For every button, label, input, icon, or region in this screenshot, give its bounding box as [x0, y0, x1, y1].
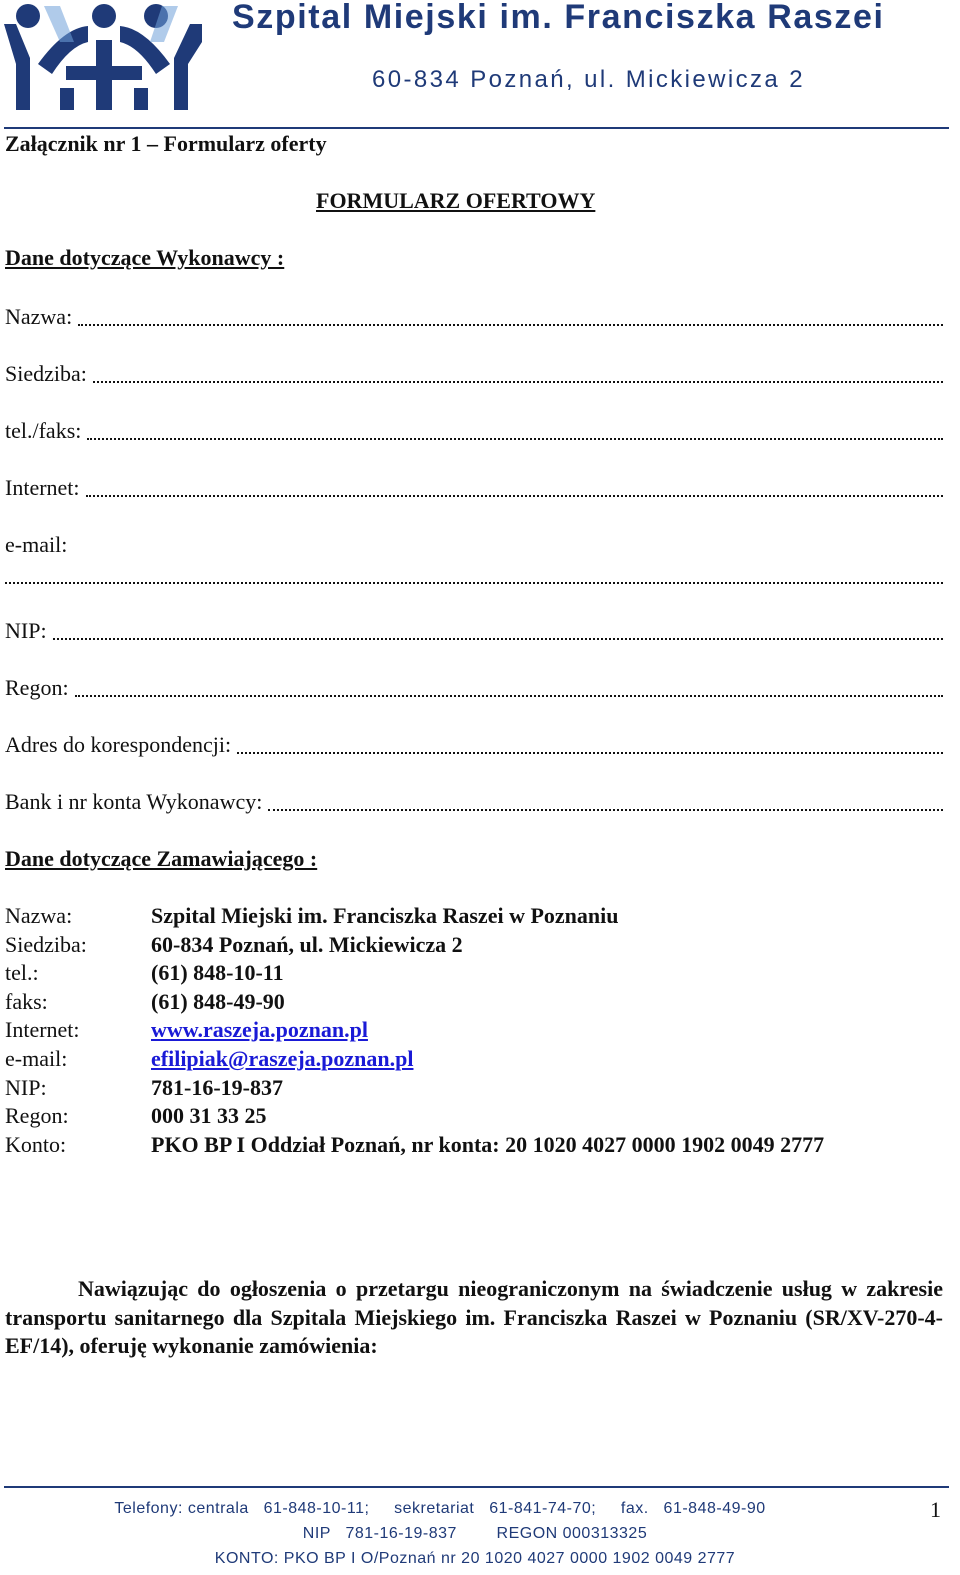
contractor-heading: Dane dotyczące Wykonawcy : — [5, 245, 285, 270]
footer-phones: Telefony: centrala 61-848-10-11; sekretariat 61-841-74-70; fax. 61-848-49-90 — [114, 1500, 766, 1517]
fill-in-dots — [268, 807, 943, 811]
field-label: Bank i nr konta Wykonawcy: — [5, 789, 263, 814]
buyer-label: Siedziba: — [5, 931, 87, 957]
field-label: e-mail: — [5, 532, 68, 557]
website-link[interactable]: www.raszeja.poznan.pl — [151, 1017, 368, 1043]
contractor-nip-field[interactable] — [5, 618, 943, 646]
footer-tax-ids: NIP 781-16-19-837 REGON 000313325 — [302, 1525, 648, 1542]
fill-in-dots — [93, 379, 943, 383]
fill-in-dots — [78, 322, 943, 326]
contractor-internet-field[interactable] — [5, 475, 943, 503]
field-label: Adres do korespondencji: — [5, 732, 232, 757]
buyer-value: 000 31 33 25 — [151, 1103, 267, 1129]
fill-in-dots — [86, 493, 943, 497]
contractor-correspondence-field[interactable] — [5, 732, 943, 760]
org-name: Szpital Miejski im. Franciszka Raszei — [232, 0, 885, 36]
buyer-heading: Dane dotyczące Zamawiającego : — [5, 846, 318, 871]
contractor-seat-field[interactable] — [5, 361, 943, 389]
contractor-phone-field[interactable] — [5, 418, 943, 446]
contractor-email-label — [5, 532, 943, 560]
buyer-value: (61) 848-49-90 — [151, 988, 285, 1014]
hospital-logo-icon — [4, 2, 202, 114]
buyer-value: PKO BP I Oddział Poznań, nr konta: 20 1020 4027 0000 1902 0049 2777 — [151, 1131, 825, 1157]
buyer-value: Szpital Miejski im. Franciszka Raszei w Poznaniu — [151, 903, 619, 928]
fill-in-dots — [75, 693, 943, 697]
field-label: Nazwa: — [5, 304, 73, 329]
buyer-label: faks: — [5, 988, 48, 1014]
email-link[interactable]: efilipiak@raszeja.poznan.pl — [151, 1045, 414, 1071]
footer-divider — [4, 1486, 949, 1488]
contractor-regon-field[interactable] — [5, 675, 943, 703]
buyer-value: 60-834 Poznań, ul. Mickiewicza 2 — [151, 931, 463, 957]
buyer-value: (61) 848-10-11 — [151, 960, 284, 986]
footer-account: KONTO: PKO BP I O/Poznań nr 20 1020 4027 0000 1902 0049 2777 — [214, 1550, 736, 1567]
buyer-label: Konto: — [5, 1131, 67, 1157]
annex-title: Załącznik nr 1 – Formularz oferty — [5, 131, 327, 156]
buyer-label: e-mail: — [5, 1045, 68, 1071]
field-label: NIP: — [5, 618, 47, 643]
header-divider — [4, 127, 949, 129]
field-label: Siedziba: — [5, 361, 87, 386]
field-label: tel./faks: — [5, 418, 82, 443]
fill-in-dots — [87, 436, 943, 440]
contractor-email-field[interactable] — [5, 580, 943, 584]
intro-paragraph: Nawiązując do ogłoszenia o przetargu nieograniczonym na świadczenie usług w zakresie transportu sanitarnego dla Szpitala Miejskiego im. Franciszka Raszei w Poznaniu (SR/XV-270-4-EF/14), oferuję wykonanie zamówienia: — [5, 1276, 943, 1359]
form-title: FORMULARZ OFERTOWY — [316, 188, 596, 213]
page-number: 1 — [930, 1497, 941, 1522]
contractor-name-field[interactable] — [5, 304, 943, 332]
field-label: Internet: — [5, 475, 80, 500]
contractor-bank-field[interactable] — [5, 789, 943, 817]
buyer-label: Nazwa: — [5, 903, 73, 928]
buyer-label: NIP: — [5, 1074, 47, 1100]
buyer-label: tel.: — [5, 960, 39, 986]
buyer-value: 781-16-19-837 — [151, 1074, 283, 1100]
buyer-label: Internet: — [5, 1017, 80, 1043]
field-label: Regon: — [5, 675, 69, 700]
fill-in-dots — [53, 636, 943, 640]
fill-in-dots — [237, 750, 943, 754]
org-address: 60-834 Poznań, ul. Mickiewicza 2 — [372, 66, 805, 93]
buyer-label: Regon: — [5, 1103, 69, 1129]
